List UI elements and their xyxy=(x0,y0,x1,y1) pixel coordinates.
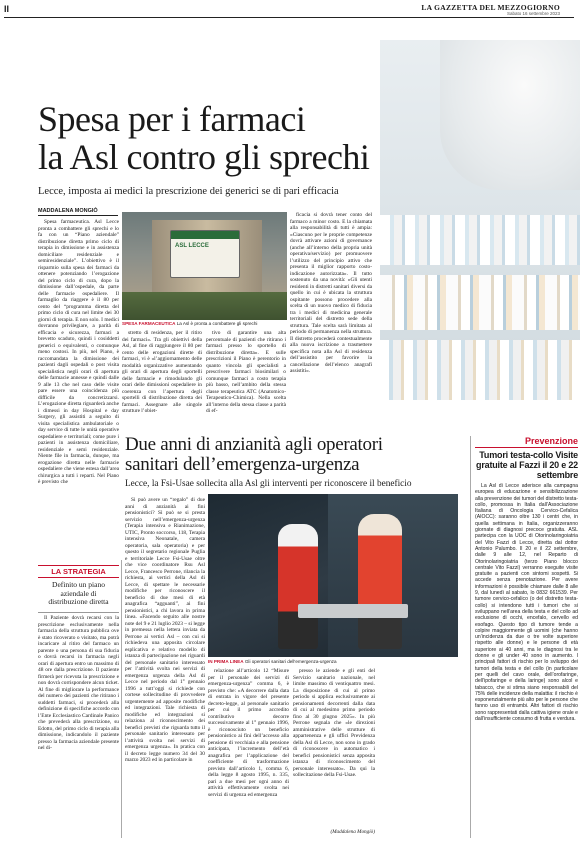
main-headline-line2: la Asl contro gli sprechi xyxy=(38,137,370,177)
second-article-col1 xyxy=(125,497,205,835)
strategy-sidebar xyxy=(38,565,119,607)
shelf-middle xyxy=(380,275,580,330)
second-headline-line1: Due anni di anzianità agli operatori xyxy=(125,434,383,455)
second-photo-caption-text: Gli operatori sanitari dell’emergenza-urgenza xyxy=(244,659,337,664)
byline: MADDALENA MONGIÒ xyxy=(38,208,118,216)
pharmacy-photo xyxy=(380,40,580,400)
main-headline xyxy=(38,100,458,176)
sign-text: ASL LECCE xyxy=(175,243,209,249)
header-rule xyxy=(4,17,574,18)
sidebar-text: Il Paziente dovrà recarsi con la prescrizione esclusivamente nella farmacia della struttura pubblica ove è stato ricoverato o visitato, ma potrà incaricare al ritiro del farmaco un parente o una persona di sua fiducia o dovrà recarsi in farmacia negli orari di apertura entro un massimo di 48 ore dalla prescrizione. Il paziente firmerà per ricevuta la prescrizione e non dovrà corrispondere alcun ticket. Al fine di migliorare la performance del numero dei pazienti che ritirano i suddetti farmaci, si procederà alla definizione di specifiche accordo con l’Ente Ecclesiastico Cardinale Panico che prevederà alla prescrizione, su Edotto, del primo ciclo di terapia alla dimissione, indicandolo il paziente presso la farmacia aziendale presente nel di- xyxy=(38,615,119,751)
prevention-kicker: Prevenzione xyxy=(475,436,578,448)
main-photo-caption xyxy=(122,321,287,327)
main-subheadline: Lecce, imposta ai medici la prescrizione dei generici se di pari efficacia xyxy=(38,186,339,197)
shelf-bottom xyxy=(380,340,580,400)
second-article-col3-text: presso le aziende e gli enti del Servizio sanitario nazionale, nel limite massimo di ventiquattro mesi. La disposizione di cui al primo periodo si applica esclusivamente ai pensionamenti decorrenti dalla data di cui al medesimo primo periodo fino al 30 giugno 2025». In più Perrone segnala che «le direzioni amministrative delle strutture di appartenenza e gli uffici Previdenza della Asl di Lecce, non sono in grado di riconoscere in automatico i benefici pensionistici senza apposita istanza di riconoscimento del personale interessato». Da qui la sollecitazione della Fsi-Usae. xyxy=(293,668,375,778)
operator-figure-2 xyxy=(358,514,402,649)
sign-top-bar xyxy=(171,231,239,239)
second-photo-caption-label: IN PRIMA LINEA xyxy=(208,659,244,664)
pharmacist-coat xyxy=(440,40,580,190)
plants xyxy=(122,292,287,320)
sign-board xyxy=(170,230,240,278)
second-article-signature: (Maddalena Mongiò) xyxy=(330,829,375,835)
main-photo-caption-label: SPESA FARMACEUTICA xyxy=(122,321,176,326)
main-headline-line1: Spesa per i farmaci xyxy=(38,99,306,139)
second-subheadline: Lecce, la Fsi-Usae sollecita alla Asl gli interventi per riconoscere il beneficio xyxy=(125,479,412,489)
second-article-col3 xyxy=(293,668,375,828)
main-article-col3-text: tivo di garantire una alta percentuale di pazienti che ritirano i farmaci presso lo sportello di distribuzione diretta». E sulle prescrizioni il Piano è perentorio in quanto vincola gli specialisti a prescrivere farmaci biosimilari o comunque farmaci a costo terapia più basso, nell’ambito della stessa classe terapeutica ATC (Anatomico-Terapeutico-Chimica). Nella scelta all’interno della stessa classe a parità di ef- xyxy=(206,330,286,414)
sidebar-title: Definito un piano aziendale di distribuzione diretta xyxy=(48,580,109,606)
issue-date: Sabato 16 settembre 2023 xyxy=(506,11,560,16)
second-article-col2 xyxy=(208,668,289,836)
main-article-col3 xyxy=(206,330,286,423)
page-header xyxy=(0,0,580,18)
stretcher xyxy=(298,604,408,618)
shelf-top xyxy=(380,215,580,265)
second-article-col1-text: Si può avere un “regalo” di due anni di anzianità ai fini pensionistici? Sì può se si presta servizio nell’emergenza-urgenza (Terapia intensiva e Rianimazione, UTIC, Pronto soccorso, 118, Terapia intensiva Neonatale, camera operatoria, sala operatoria) e per questo il segretario regionale Puglia e territoriale Lecce Fsi-Usae oltre che vice coordinatore Rsu Asl Lecce, Francesco Perrone, rilancia la richiesta, ai vertici della Asl di Lecce, di spettare le necessarie modifiche per riconoscere il beneficio di due mesi di età anagrafica “agguanti”, ai fini pensionistici, a chi lavora in prima linea. «Facendo seguito alle nostre note del 9 e 21 luglio 2023 – si legge in premessa nella lettera inviata da Perrone ai vertici Asl – con cui si richiedeva una apposita circolare esplicativa e relativo modello di istanza di partecipazione nei riguardi del personale sanitario interessato per l’attività svolta nei servizi di emergenza urgenza della Asl di Lecce nel periodo dal 1° gennaio 1996 a tutt’oggi si richiede con cortese sollecitudine di provvedere urgentemente ad apposite modifiche ed integrazioni. Tale richiesta di modifiche ed integrazioni si relaziona al riconoscimento dei benefici previsti che riguarda tutto il personale sanitario interessato per l’attività svolta nei servizi di emergenza urgenza». In pratica con il decreto legge numero 34 del 30 marzo 2023 ed in particolare in xyxy=(125,497,205,763)
main-article-col4 xyxy=(290,212,372,422)
sidebar-text-box xyxy=(38,612,119,840)
operator-figure-1 xyxy=(278,524,318,649)
masthead: LA GAZZETTA DEL MEZZOGIORNO xyxy=(421,3,560,12)
sidebar-kicker: LA STRATEGIA xyxy=(38,565,119,578)
main-article-col1-text: Spesa farmaceutica. Asl Lecce pronta a combattere gli sprechi e lo fa con un “Piano aziendale” distribuzione diretta primo ciclo di terapia in dimissione e in assistenza domiciliare residenziale e semiresidenziale”. L’obiettivo è il risparmio sulla spesa dei farmaci da ottenere potenziando l’erogazione del primo ciclo di cura, dopo la dimissione dall’ospedale, da parte delle farmacie ospedaliere. Il farmaglio da riaggere è il 80 per cento del “programma diretta del primo ciclo di cura nel limite dei 30 giorni di terapia. E non solo. I medici dovranno privilegiare, a parità di efficacia e sicurezza, farmaci a brevetto scaduto, quindi i cosiddetti generici o equivalenti, o comunque meno costosi. In più, nel Piano, è raccomandata la dimissione dei pazienti dagli ospedali o post visita specialistica negli orari di apertura delle farmacie annesse e quindi dalle 9 alle 13 che nel caso delle visite pare essere una coincidenza più difficile da concretizzarsi. L’erogazione diretta riguarderà anche i dimessi in day Hospital e day Surgery, gli assistiti a seguito di visita specialistica ambulatoriale o day service di tutte le unità operative ospedaliere e territoriali; come pure i pazienti in assistenza domiciliare, residenziale e semi residenziale. Niente file in farmacia, dunque, ma erogazione diretta nelle farmacie ospedaliere che viene estesa dall’area chirurgica a tutti i reparti. Nel Piano è previsto che xyxy=(38,219,119,485)
main-article-col2 xyxy=(122,330,202,423)
main-photo-caption-text: La Asl è pronta a combattere gli sprechi xyxy=(176,321,258,326)
emergency-photo xyxy=(208,494,458,657)
prevention-title: Tumori testa-collo Visite gratuite al Fazzi il 20 e 22 settembre xyxy=(476,450,578,480)
page-number: II xyxy=(4,4,10,14)
prevention-box xyxy=(470,436,578,838)
prevention-text: La Asl di Lecce aderisce alla campagna europea di educazione e sensibilizzazione alla prevenzione dei tumori del distretto testa-collo, promossa in Italia dall’Associazione Italiana di Oncologia Cervico-Cefalica (AIOCC): saranno oltre 130 i centri che, in quella settimana in Italia, organizzeranno giornate di diagnosi precoce gratuita. ASL partecipa con la UOC di Otorinolaringoiatria del Vito Fazzi di Lecce, diretta dal dottor Antonio Palumbo. Il 20 e il 22 settembre, dalle 9 alle 12, nel Reparto di Otorinolaringoiatria (terzo Piano blocco centrale Vito Fazzi) verranno eseguite visite gratuite a pazienti con sintomi sospetti. Si accede senza prenotazione. Per avere informazioni è possibile chiamare dalle 8 alle 9, dal lunedì al sabato, lo 0832 661539. Per tumore cervico-cefalico (o del distretto testa-collo) si intendono tutti i tumori che si sviluppano nell’area della testa e del collo ad esclusione di occhi, encefalo, cervello ed esofago. Questo tipo di tumore tende a colpire maggiormente gli uomini (che hanno un’incidenza da due o tre volte superiore rispetto alle donne) e le persone di età superiore ai 40 anni, ma le diagnosi tra le donne e gli under 40 sono in aumento. I principali fattori di rischio per lo sviluppo dei tumori della testa e del collo (in particolare per quelli del cavo orale, dell’orofaringe, dell’ipofaringe e della laringe) sono alcol e tabacco, che si stima siano responsabili del 75% delle incidenze della malattia: il rischio è esponenzialmente più alto per le persone che fanno uso di entrambi. Altri fattori di rischio sono rappresentati dalla cattiva igiene orale e dall’insufficiente consumo di frutta e verdura. xyxy=(475,483,578,722)
asl-sign-photo xyxy=(122,212,287,320)
second-photo-caption xyxy=(208,659,458,665)
second-headline-line2: sanitari dell’emergenza-urgenza xyxy=(125,454,360,475)
column-rule xyxy=(121,560,122,838)
main-article-col1 xyxy=(38,219,119,559)
main-article-col4-text: ficacia si dovrà tener conto del farmaco a minor costo. E la chiamata alla responsabilità di tutti è ampia: «Ciascuno per le proprie competenze dovrà attivare azioni di governance (anche all’interno della propria unità operativa/servizio) per promuovere l’utilizzo del principio attivo che presenta il miglior rapporto costo-indicazione autorizzata». Il tutto sostenuto da una novità: «Gli utenti residenti in distretti sanitari diversi da quello in cui è ubicata la struttura ospitante possono procedere alla scelta di un nuovo medico di fiducia tra i medici di medicina generale territoriali del distretto sede della struttura. Tale scelta sarà limitata al periodo di permanenza nella struttura. Il distretto procederà contestualmente alla nuova iscrizione a trasmettere specifica nota alla Asl di residenza dell’assistito per favorire la cancellazione dell’elenco anagrafi assistiti». xyxy=(290,212,372,374)
second-headline xyxy=(125,435,465,475)
second-article-col2-text: relazione all’articolo 12 “Misure per il personale dei servizi di emergenza-urgenza” comma 6, è previsto che: «A decorrere dalla data di entrata in vigore del presente decreto-legge, al personale sanitario per cui il primo accredito contributivo decorre successivamente al 1° gennaio 1996, è riconosciuto un beneficio pensionistico ai fini dell’accesso alla pensione di vecchiaia e alla pensione anticipata, l’incremento dell’età anagrafica per l’applicazione del coefficiente di trasformazione previsto dall’articolo 1, comma 6, della legge 8 agosto 1995, n. 335, pari a due mesi per ogni anno di attività effettivamente svolta nei servizi di urgenza ed emergenza xyxy=(208,668,289,798)
main-article-col2-text: stretto di residenza, per il ritiro dei farmaci». Tra gli obiettivi della Asl, al fine di raggiungere il 80 per cento delle erogazioni dirette di farmaci, vi è «l’aggiornamento delle modalità organizzative aumentando gli orari di apertura degli sportelli delle farmacie e rimodulando gli orari delle dimissioni ospedaliere in coerenza con l’apertura degli sportelli di distribuzione diretta dei farmaci. Assegnare alle singole strutture l’obiet- xyxy=(122,330,202,414)
prevention-text-box xyxy=(475,483,578,831)
